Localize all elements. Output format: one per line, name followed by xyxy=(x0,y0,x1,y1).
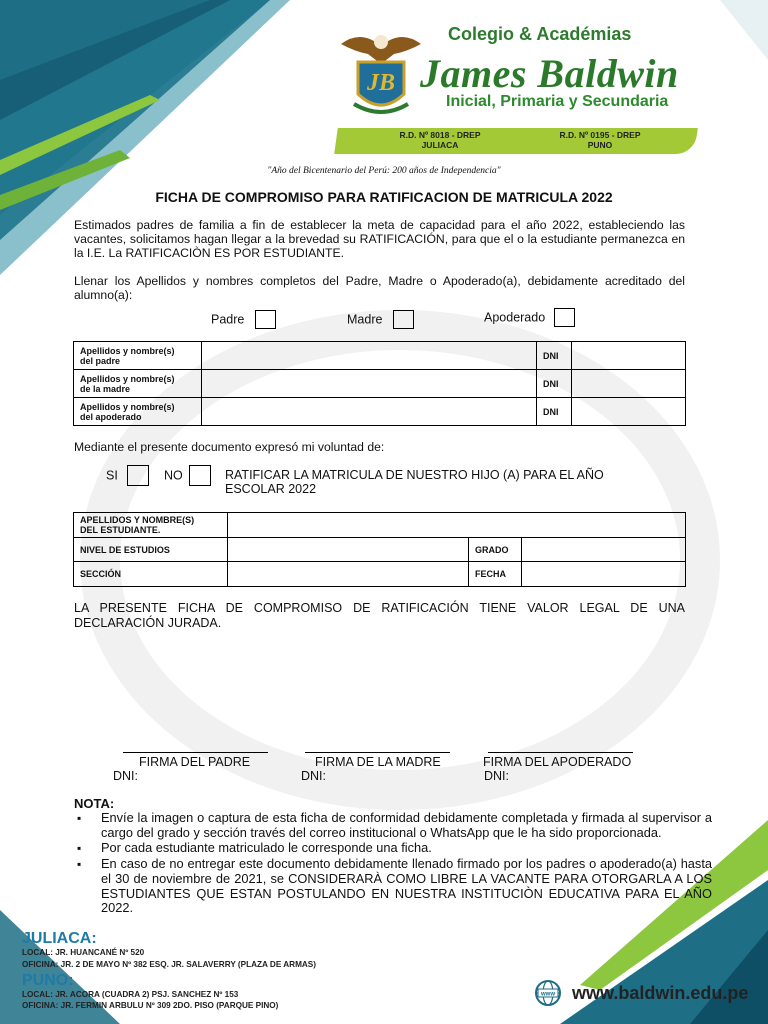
intro-paragraph: Estimados padres de familia a fin de establecer la meta de capacidad para el año 2022, estableciendo las vacantes, solicitamos hagan llegar a la brevedad su RATIFICACIÓN, para que el o la estudiante permanezca en la I.E. La RATIFICACIÒN ES POR ESTUDIANTE. xyxy=(74,218,685,260)
table-row xyxy=(74,342,686,370)
dni-label-cell: DNI xyxy=(537,342,572,370)
seccion-field[interactable] xyxy=(228,562,469,587)
fecha-field[interactable] xyxy=(522,562,686,587)
check-madre-box[interactable] xyxy=(393,310,414,329)
check-padre-label: Padre xyxy=(211,312,245,327)
grado-field[interactable] xyxy=(522,538,686,562)
seccion-label: SECCIÓN xyxy=(74,562,228,587)
check-madre-label: Madre xyxy=(347,312,383,327)
guardian-label-cell xyxy=(74,342,202,370)
guardian-label-cell xyxy=(74,398,202,426)
guardian-signature-label: FIRMA DEL APODERADO xyxy=(483,755,632,769)
rd-left xyxy=(380,130,500,150)
check-apoderado-box[interactable] xyxy=(554,308,575,327)
dni-label-cell: DNI xyxy=(537,398,572,426)
father-dni-field[interactable] xyxy=(572,342,686,370)
student-name-label xyxy=(74,513,228,538)
father-signature-line[interactable] xyxy=(123,752,268,753)
si-checkbox[interactable] xyxy=(127,465,149,486)
si-option xyxy=(106,465,149,486)
grado-label: GRADO xyxy=(469,538,522,562)
no-label: NO xyxy=(164,468,183,483)
ratify-text xyxy=(225,468,604,496)
check-apoderado-group xyxy=(484,308,575,327)
footer-puno-office: OFICINA: JR. FERMIN ARBULU Nº 309 2DO. PISO (PARQUE PINO) xyxy=(22,1001,279,1010)
guardian-label-cell xyxy=(74,370,202,398)
will-statement: Mediante el presente documento expresó mi voluntad de: xyxy=(74,440,385,454)
student-table xyxy=(73,512,686,587)
svg-text:JB: JB xyxy=(366,70,396,96)
nivel-label: NIVEL DE ESTUDIOS xyxy=(74,538,228,562)
footer-juliaca-local: LOCAL: JR. HUANCANÉ Nº 520 xyxy=(22,948,145,957)
table-row xyxy=(74,538,686,562)
fecha-label: FECHA xyxy=(469,562,522,587)
check-padre-box[interactable] xyxy=(255,310,276,329)
father-name-field[interactable] xyxy=(202,342,537,370)
footer-juliaca-office: OFICINA: JR. 2 DE MAYO Nº 382 ESQ. JR. SALAVERRY (PLAZA DE ARMAS) xyxy=(22,960,316,969)
si-label: SI xyxy=(106,468,118,483)
student-name-field[interactable] xyxy=(228,513,686,538)
label-line: DEL ESTUDIANTE. xyxy=(80,525,161,535)
label-line: del padre xyxy=(80,355,121,366)
footer-city-puno: PUNO: xyxy=(22,972,74,989)
mother-dni-label: DNI: xyxy=(301,769,326,783)
table-row xyxy=(74,398,686,426)
notes-list xyxy=(74,811,712,917)
guardian-name-field[interactable] xyxy=(202,398,537,426)
mother-signature-label: FIRMA DE LA MADRE xyxy=(315,755,441,769)
list-item: ▪ Por cada estudiante matriculado le corresponde una ficha. xyxy=(101,841,712,856)
mother-dni-field[interactable] xyxy=(572,370,686,398)
web-icon-label: www xyxy=(540,991,556,998)
rd-right xyxy=(540,130,660,150)
rd-left-number: R.D. Nº 8018 - DREP xyxy=(399,130,481,140)
guardians-table xyxy=(73,341,686,426)
label-line: Apellidos y nombre(s) xyxy=(80,373,175,384)
label-line: de la madre xyxy=(80,383,131,394)
father-dni-label: DNI: xyxy=(113,769,138,783)
guardian-dni-label: DNI: xyxy=(484,769,509,783)
ratify-line1: RATIFICAR LA MATRICULA DE NUESTRO HIJO (A) PARA EL AÑO xyxy=(225,468,604,482)
legal-statement: LA PRESENTE FICHA DE COMPROMISO DE RATIFICACIÓN TIENE VALOR LEGAL DE UNA DECLARACIÓN JURADA. xyxy=(74,601,685,630)
footer-puno-local: LOCAL: JR. ACORA (CUADRA 2) PSJ. SANCHEZ Nº 153 xyxy=(22,990,239,999)
instruction-paragraph: Llenar los Apellidos y nombres completos del Padre, Madre o Apoderado(a), debidamente acreditado del alumno(a): xyxy=(74,274,685,302)
rd-right-city: PUNO xyxy=(587,140,613,150)
no-option xyxy=(164,465,211,486)
guardian-dni-field[interactable] xyxy=(572,398,686,426)
label-line: APELLIDOS Y NOMBRE(S) xyxy=(80,515,195,525)
rd-left-city: JULIACA xyxy=(421,140,459,150)
guardian-signature-line[interactable] xyxy=(488,752,633,753)
list-item: ▪ En caso de no entregar este documento debidamente llenado firmado por los padres o apoderado(a) hasta el 30 de noviembre de 2021, se CONSIDERARÀ COMO LIBRE LA VACANTE PARA OTORGARLA A LOS ESTUDIANTES QUE ESTAN POSTULANDO EN NUESTRA INSTITUCIÒN EDUCATIVA PARA EL AÑO 2022. xyxy=(101,857,712,916)
website-link[interactable]: www.baldwin.edu.pe xyxy=(572,983,749,1003)
check-padre-group xyxy=(211,310,276,329)
list-item: ▪ Envíe la imagen o captura de esta ficha de conformidad debidamente completada y firmada al supervisor a cargo del grado y sección través del correo institucional o WhatsApp que le ha sido proporcionada. xyxy=(101,811,712,840)
no-checkbox[interactable] xyxy=(189,465,211,486)
nivel-field[interactable] xyxy=(228,538,469,562)
label-line: Apellidos y nombre(s) xyxy=(80,401,175,412)
school-crest-logo xyxy=(336,24,426,120)
label-line: del apoderado xyxy=(80,411,142,422)
year-motto: "Año del Bicentenario del Perú: 200 años de Independencia" xyxy=(267,166,501,176)
check-madre-group xyxy=(347,310,414,329)
table-row xyxy=(74,513,686,538)
father-signature-label: FIRMA DEL PADRE xyxy=(139,755,251,769)
footer-city-juliaca: JULIACA: xyxy=(22,930,97,947)
nota-heading: NOTA: xyxy=(74,796,115,811)
ratify-line2: ESCOLAR 2022 xyxy=(225,482,317,496)
school-name: James Baldwin xyxy=(420,51,679,96)
label-line: Apellidos y nombre(s) xyxy=(80,345,175,356)
table-row xyxy=(74,370,686,398)
globe-icon xyxy=(532,979,564,1007)
document-title: FICHA DE COMPROMISO PARA RATIFICACION DE MATRICULA 2022 xyxy=(155,189,613,205)
rd-right-number: R.D. Nº 0195 - DREP xyxy=(559,130,641,140)
school-levels: Inicial, Primaria y Secundaria xyxy=(446,93,669,110)
check-apoderado-label: Apoderado xyxy=(484,310,546,325)
mother-signature-line[interactable] xyxy=(305,752,450,753)
table-row xyxy=(74,562,686,587)
mother-name-field[interactable] xyxy=(202,370,537,398)
school-brand-line1: Colegio & Académias xyxy=(448,24,632,44)
dni-label-cell: DNI xyxy=(537,370,572,398)
